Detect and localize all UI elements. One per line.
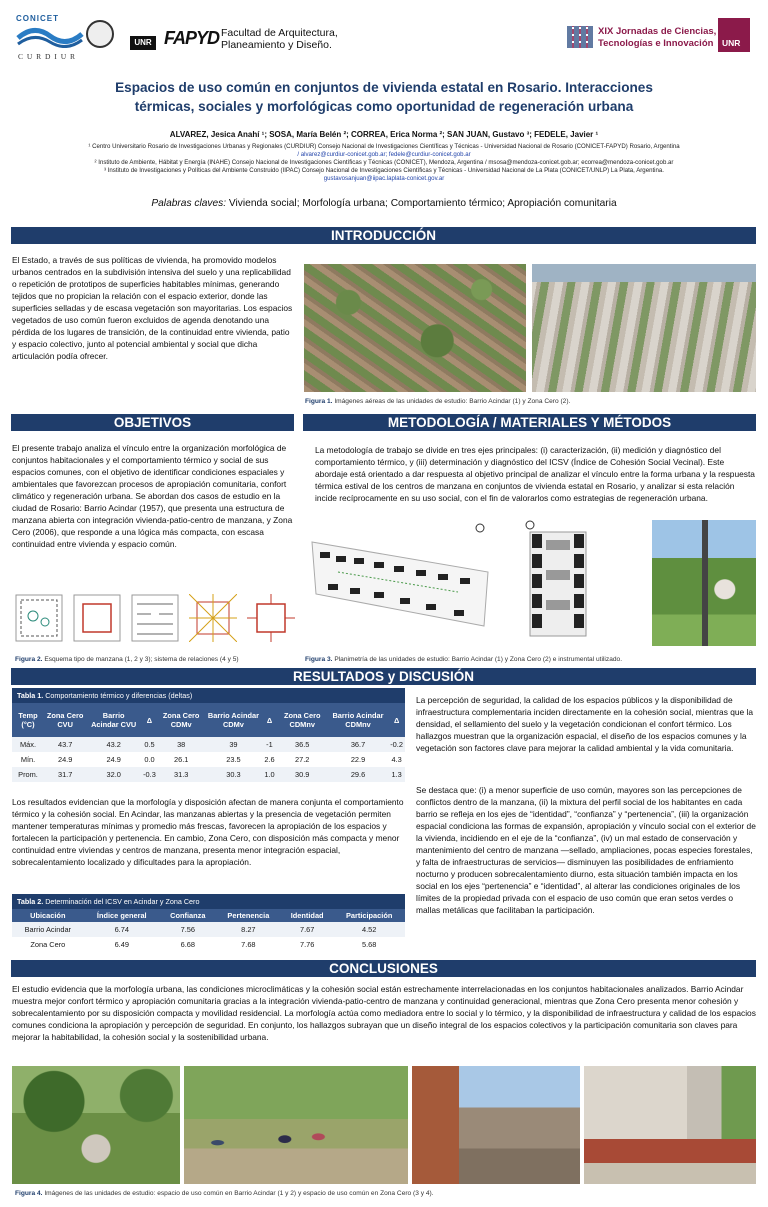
table-2	[12, 894, 405, 952]
table-1-header: Zona Cero CDMnv	[277, 703, 328, 737]
table-row	[12, 937, 405, 952]
table-cell: 24.9	[86, 752, 141, 767]
objetivos-heading: OBJETIVOS	[11, 414, 294, 431]
aerial-photo-zona-cero	[532, 264, 756, 392]
jornadas-text-2: Tecnologías e Innovación	[598, 38, 714, 49]
table-cell: 31.3	[158, 767, 205, 782]
relations-scheme-4	[189, 594, 237, 642]
curdiur-wordmark: C U R D I U R	[18, 52, 77, 61]
results-text-left: Los resultados evidencian que la morfología y disposición afectan de manera conjunta el comportamiento térmico y la cohesión social. En Acindar, las manzanas abiertas y la presencia de vegetación permiten mantener temperaturas mínimas y promedio más frescas, favorecen la apropiación de los espacios y fortalecen la participación y pertenencia. En cambio, Zona Cero, con disposición más compacta y menor continuidad entre viviendas y centros de manzana, presenta menor integración espacial, sobrecalentamiento localizado y dificultades para la apropiación.	[12, 797, 404, 867]
table-cell: 7.76	[281, 937, 333, 952]
unr-badge-label: UNR	[722, 38, 741, 48]
photo-acindar-1	[12, 1066, 180, 1184]
table-cell: 7.56	[160, 922, 216, 937]
table-cell: 30.9	[277, 767, 328, 782]
table-2-grid	[12, 909, 405, 952]
figure-2-schemes	[15, 594, 295, 644]
table-2-title-text: Determinación del ICSV en Acindar y Zona Cero	[43, 897, 200, 906]
table-cell: 6.74	[84, 922, 160, 937]
title-line-2: térmicas, sociales y morfológicas como oportunidad de regeneración urbana	[134, 99, 634, 114]
table-cell: 8.27	[216, 922, 281, 937]
site-plan-zona-cero	[520, 520, 600, 644]
table-cell: 39	[205, 737, 263, 752]
table-cell: 29.6	[328, 767, 388, 782]
title-line-1: Espacios de uso común en conjuntos de vivienda estatal en Rosario. Interacciones	[115, 80, 653, 95]
block-scheme-1	[15, 594, 63, 642]
figure-2-text: Esquema tipo de manzana (1, 2 y 3); sistema de relaciones (4 y 5)	[42, 656, 239, 663]
table-1-header: Zona Cero CDMv	[158, 703, 205, 737]
intro-text: El Estado, a través de sus políticas de vivienda, ha promovido modelos urbanos centrados en la subdivisión intensiva del suelo y una replicabilidad o repetición de prototipos de superficies habitables mínimas, generando tejidos que no propician la relación con el espacio exterior, donde las superficies selladas y de escasa vegetación son mayoritarias. Los espacios vegetados de uso común fueron excluidos de agenda denotando una pérdida de los lugares de transición, de la continuidad entre vivienda, patio y espacio colectivo, junto al potencial ambiental y social que dicha articulación podía ofrecer.	[12, 255, 293, 361]
fapyd-text-1: Facultad de Arquitectura,	[221, 27, 338, 39]
table-cell: Mín.	[12, 752, 44, 767]
table-cell: Zona Cero	[12, 937, 84, 952]
keywords-text: Vivienda social; Morfología urbana; Comportamiento térmico; Apropiación comunitaria	[226, 198, 617, 209]
resultados-heading: RESULTADOS y DISCUSIÓN	[11, 668, 756, 685]
table-cell: 26.1	[158, 752, 205, 767]
table-1-header: Δ	[262, 703, 276, 737]
results-text-right-1: La percepción de seguridad, la calidad de los espacios públicos y la disponibilidad de infraestructura complementaria inciden directamente en la cohesión social, mientras que la densidad, el sellamiento del suelo y la vegetación condicionan el confort térmico. Los hallazgos muestran que la organización espacial, el diseño de los espacios comunes y la vegetación son factores clave para mejorar la calidad ambiental y la vida comunitaria.	[416, 695, 754, 753]
table-2-header: Confianza	[160, 909, 216, 922]
affiliation-1-emails: / alvarez@curdiur-conicet.gob.ar; fedele@curdiur-conicet.gob.ar	[297, 151, 471, 158]
table-cell: Máx.	[12, 737, 44, 752]
table-row	[12, 922, 405, 937]
jornadas-text-1: XIX Jornadas de Ciencias,	[598, 26, 717, 37]
conclusiones-heading: CONCLUSIONES	[11, 960, 756, 977]
table-cell: 22.9	[328, 752, 388, 767]
figure-4-caption	[15, 1189, 715, 1198]
table-cell: 27.2	[277, 752, 328, 767]
poster-title	[0, 78, 768, 116]
table-1-grid	[12, 703, 405, 782]
table-cell: 0.5	[141, 737, 158, 752]
conclusiones-text: El estudio evidencia que la morfología urbana, las condiciones microclimáticas y la cohesión social están estrechamente interrelacionadas en los conjuntos habitacionales analizados. Barrio Acindar muestra mejor confort térmico y apropiación comunitaria gracias a la integración vivienda-patio-centro de manzana y continuidad generacional, mientras que Zona Cero presenta menor cohesión y sobrecalentamiento por su disposición compacta y movilidad residencial. La morfología actúa como mediadora entre lo social y lo térmico, y la disponibilidad de infraestructura y calidad de los espacios comunes condiciona la apropiación y percepción de seguridad. En conjunto, los hallazgos subrayan que un diseño integral de los espacios colectivos y la participación comunitaria son claves para mejorar la habitabilidad, la cohesión social y la sostenibilidad urbana.	[12, 984, 756, 1042]
table-1-label: Tabla 1.	[17, 691, 44, 700]
site-plan-acindar	[308, 522, 494, 642]
table-cell: Prom.	[12, 767, 44, 782]
table-cell: 36.7	[328, 737, 388, 752]
table-1	[12, 688, 405, 782]
table-cell: 43.2	[86, 737, 141, 752]
fapyd-logo: FAPYD	[164, 28, 220, 48]
table-cell: -0.2	[388, 737, 405, 752]
table-cell: 5.68	[333, 937, 405, 952]
unr-logo: UNR	[130, 36, 156, 50]
table-2-header: Participación	[333, 909, 405, 922]
table-1-header: Δ	[388, 703, 405, 737]
figure-3-text: Planimetría de las unidades de estudio: Barrio Acindar (1) y Zona Cero (2) e instrumental utilizado.	[332, 656, 623, 663]
jornadas-grid-icon	[567, 26, 593, 48]
affiliation-3: ³ Instituto de Investigaciones y Políticas del Ambiente Construido (IIPAC) Consejo Nacional de Investigaciones Científicas y Técnicas - Universidad Nacional de La Plata (CONICET/UNLP) La Plata, Argentina.	[104, 167, 664, 174]
relations-scheme-5	[247, 594, 295, 642]
table-1-title-text: Comportamiento térmico y diferencias (deltas)	[43, 691, 193, 700]
keywords-label: Palabras claves:	[151, 198, 227, 209]
objetivos-text: El presente trabajo analiza el vínculo entre la organización morfológica de conjuntos habitacionales y el comportamiento térmico y social de sus espacios comunes, con el objetivo de identificar condiciones espaciales y ambientales que favorezcan procesos de apropiación comunitaria, confort climático y regeneración urbana. Se abordan dos casos de estudio en la ciudad de Rosario: Barrio Acindar (1957), que presenta una estructura de manzana abierta con integración vivienda-patio-centro de manzana, y Zona Cero (2006), que responde a una lógica más compacta, con escasa continuidad entre vivienda y espacio común.	[12, 443, 293, 549]
table-cell: 32.0	[86, 767, 141, 782]
table-1-title	[12, 688, 405, 703]
table-cell: -1	[262, 737, 276, 752]
conicet-wordmark: CONICET	[16, 14, 59, 23]
table-cell: 24.9	[44, 752, 86, 767]
table-2-header: Identidad	[281, 909, 333, 922]
table-cell: 7.67	[281, 922, 333, 937]
table-2-label: Tabla 2.	[17, 897, 44, 906]
fapyd-text-2: Planeamiento y Diseño.	[221, 39, 332, 51]
table-cell: 4.52	[333, 922, 405, 937]
conicet-seal-icon	[86, 20, 114, 48]
table-cell: 30.3	[205, 767, 263, 782]
table-1-header: Zona Cero CVU	[44, 703, 86, 737]
table-cell: -0.3	[141, 767, 158, 782]
table-1-header: Δ	[141, 703, 158, 737]
photo-acindar-2	[184, 1066, 408, 1184]
affiliations	[10, 143, 758, 183]
block-scheme-3	[131, 594, 179, 642]
photo-zona-cero-2	[584, 1066, 756, 1184]
table-cell: 23.5	[205, 752, 263, 767]
table-cell: Barrio Acindar	[12, 922, 84, 937]
table-2-header: Índice general	[84, 909, 160, 922]
results-text-right-2: Se destaca que: (i) a menor superficie de uso común, mayores son las percepciones de conflictos dentro de la manzana, (ii) la mixtura del perfil social de los habitantes en cada barrio se refleja en los ejes de “identidad”, “confianza” y “pertenencia”, (iii) la organización espacial condiciona las formas de expansión, apropiación y vínculo social con el exterior de la vivienda, incidiendo en el eje de la “confianza”, (iv) un mal estado de conservación y mantenimiento del centro de manzana —sellado, ampliaciones, pocas especies forestales, y falta de infraestructuras de servicios— disminuyen las posibilidades de enfriamiento nocturno y producen sobrecalentamiento diurno, esta situación también impacta en los social en los ejes “pertenencia” e “identidad”, al alterar las condiciones originales de los límites de la propiedad privada con el espacio de uso común que eran setos verdes o mallas metálicas que facilitaban la participación.	[416, 785, 756, 915]
aerial-photo-acindar	[304, 264, 526, 392]
metodologia-heading: METODOLOGÍA / MATERIALES Y MÉTODOS	[303, 414, 756, 431]
figure-1-text: Imágenes aéreas de las unidades de estudio: Barrio Acindar (1) y Zona Cero (2).	[332, 398, 571, 405]
figure-3-label: Figura 3.	[305, 656, 333, 663]
photo-zona-cero-1	[412, 1066, 580, 1184]
table-row	[12, 767, 405, 782]
table-cell: 43.7	[44, 737, 86, 752]
metodologia-text: La metodología de trabajo se divide en tres ejes principales: (i) caracterización, (ii) medición y diagnóstico del comportamiento térmico, y (iii) determinación y diagnóstico del ICSV (Índice de Cohesión Social Vecinal). Este abordaje está orientado a dar respuesta al objetivo principal de analizar el vínculo entre la forma urbana y la respuesta térmica estival de los centros de manzana en conjuntos de vivienda estatal en Rosario, y analizar si esta relación incide recíprocamente en su uso social, con el fin de valorarlos como estrategias de regeneración urbana.	[315, 445, 755, 503]
table-1-header: Barrio Acindar CDMnv	[328, 703, 388, 737]
table-cell: 1.3	[388, 767, 405, 782]
figure-1-caption	[305, 397, 755, 406]
unr-badge	[718, 18, 750, 52]
table-1-header: Barrio Acindar CVU	[86, 703, 141, 737]
affiliation-3-email: gustavosanjuan@iipac.laplata-conicet.gov.ar	[323, 175, 445, 182]
intro-heading: INTRODUCCIÓN	[11, 227, 756, 244]
figure-2-caption	[15, 655, 300, 664]
block-scheme-2	[73, 594, 121, 642]
figure-4-label: Figura 4.	[15, 1190, 43, 1197]
conicet-wave-icon	[16, 24, 86, 48]
table-1-header: Barrio Acindar CDMv	[205, 703, 263, 737]
table-cell: 2.6	[262, 752, 276, 767]
table-2-title	[12, 894, 405, 909]
figure-4-text: Imágenes de las unidades de estudio: espacio de uso común en Barrio Acindar (1 y 2) y espacio de uso común en Zona Cero (3 y 4).	[42, 1190, 434, 1197]
table-cell: 7.68	[216, 937, 281, 952]
figure-3-caption	[305, 655, 755, 664]
table-cell: 38	[158, 737, 205, 752]
table-2-header: Pertenencia	[216, 909, 281, 922]
table-cell: 31.7	[44, 767, 86, 782]
table-cell: 36.5	[277, 737, 328, 752]
affiliation-1: ¹ Centro Universitario Rosario de Investigaciones Urbanas y Regionales (CURDIUR) Consejo Nacional de Investigaciones Científicas y Técnicas - Universidad Nacional de Rosario (CONICET-FAPYD) Rosario, Argentina	[88, 143, 680, 150]
table-2-header: Ubicación	[12, 909, 84, 922]
conicet-logo	[16, 14, 114, 66]
table-cell: 6.68	[160, 937, 216, 952]
table-1-header: Temp (°C)	[12, 703, 44, 737]
authors: ALVAREZ, Jesica Anahí ¹; SOSA, María Belén ²; CORREA, Erica Norma ²; SAN JUAN, Gustavo ³; FEDELE, Javier ¹	[169, 130, 599, 139]
table-cell: 4.3	[388, 752, 405, 767]
figure-1-label: Figura 1.	[305, 398, 333, 405]
table-row	[12, 752, 405, 767]
table-cell: 6.49	[84, 937, 160, 952]
table-row	[12, 737, 405, 752]
figure-2-label: Figura 2.	[15, 656, 43, 663]
table-cell: 0.0	[141, 752, 158, 767]
instrument-photo	[652, 520, 756, 646]
affiliation-2: ² Instituto de Ambiente, Hábitat y Energía (INAHE) Consejo Nacional de Investigaciones Científicas y Técnicas (CONICET), Mendoza, Argentina / msosa@mendoza-conicet.gob.ar; ecorrea@mendoza-conicet.gob.ar	[94, 159, 674, 166]
keywords	[0, 198, 768, 209]
table-cell: 1.0	[262, 767, 276, 782]
